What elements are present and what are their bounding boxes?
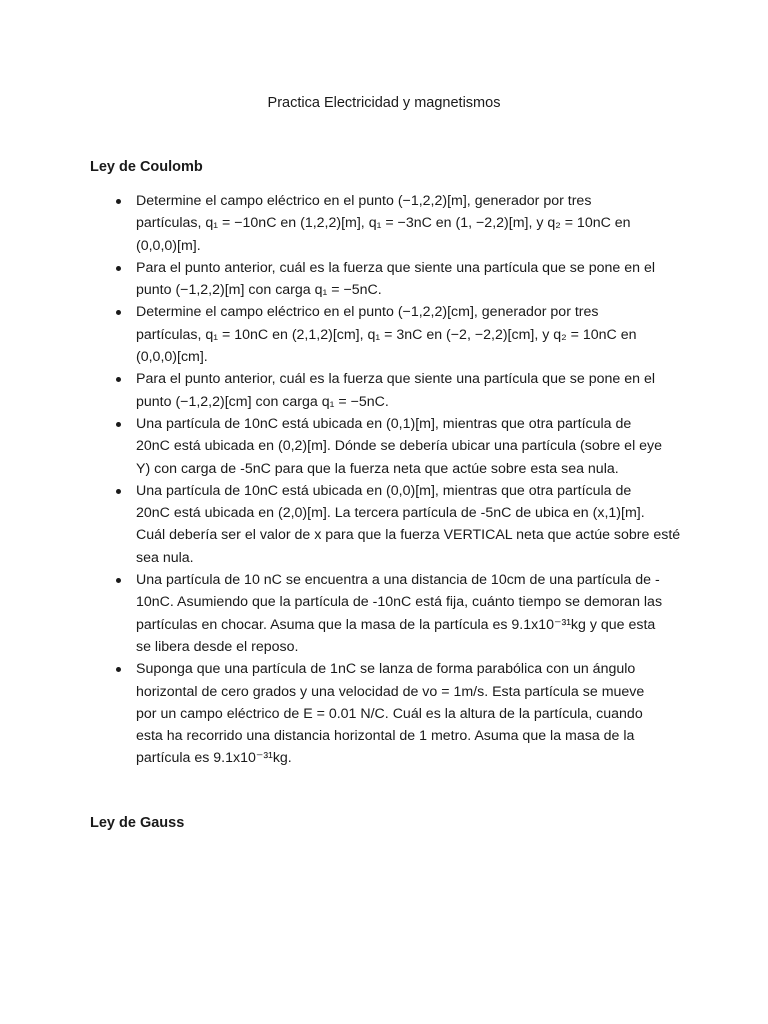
list-item-line: punto (−1,2,2)[m] con carga q₁ = −5nC.: [136, 282, 382, 299]
list-item-line: Determine el campo eléctrico en el punto (−1,2,2)[m], generador por tres: [136, 193, 592, 209]
list-item: [136, 257, 681, 302]
bullet-icon: [116, 489, 121, 494]
list-item-line: partículas, q₁ = 10nC en (2,1,2)[cm], q₁ = 3nC en (−2, −2,2)[cm], y q₂ = 10nC en: [136, 326, 637, 343]
list-item-line: por un campo eléctrico de E = 0.01 N/C. Cuál es la altura de la partícula, cuando: [136, 705, 643, 722]
section-heading-coulomb: Ley de Coulomb: [90, 159, 203, 175]
bullet-icon: [116, 422, 121, 427]
list-item-line: horizontal de cero grados y una velocidad de vo = 1m/s. Esta partícula se mueve: [136, 683, 645, 700]
list-item: [136, 368, 681, 413]
list-item-line: esta ha recorrido una distancia horizontal de 1 metro. Asuma que la masa de la: [136, 728, 635, 745]
list-item: [136, 190, 681, 257]
bullet-icon: [116, 667, 121, 672]
list-item-line: partículas, q₁ = −10nC en (1,2,2)[m], q₁ = −3nC en (1, −2,2)[m], y q₂ = 10nC en: [136, 215, 631, 232]
section-heading-gauss: Ley de Gauss: [90, 815, 185, 831]
list-item-line: Una partícula de 10nC está ubicada en (0,0)[m], mientras que otra partícula de: [136, 482, 632, 499]
list-item-line: Y) con carga de -5nC para que la fuerza neta que actúe sobre esta sea nula.: [136, 460, 619, 477]
list-item-line: Una partícula de 10nC está ubicada en (0,1)[m], mientras que otra partícula de: [136, 415, 632, 432]
bullet-icon: [116, 578, 121, 583]
list-item: [136, 569, 681, 658]
document-title: Practica Electricidad y magnetismos: [267, 95, 501, 111]
list-item-line: partícula es 9.1x10⁻³¹kg.: [136, 750, 292, 767]
list-item-line: sea nula.: [136, 549, 194, 566]
list-item-line: 20nC está ubicada en (0,2)[m]. Dónde se debería ubicar una partícula (sobre el eye: [136, 438, 663, 455]
list-item-line: se libera desde el reposo.: [136, 638, 299, 655]
list-item-line: (0,0,0)[cm].: [136, 349, 208, 366]
bullet-icon: [116, 199, 121, 204]
list-item-line: 10nC. Asumiendo que la partícula de -10nC está fija, cuánto tiempo se demoran las: [136, 594, 663, 611]
list-item: [136, 658, 681, 769]
list-item: [136, 301, 681, 368]
list-item: [136, 413, 681, 480]
list-item-line: 20nC está ubicada en (2,0)[m]. La tercera partícula de -5nC de ubica en (x,1)[m].: [136, 505, 645, 522]
bullet-icon: [116, 266, 121, 271]
list-item-line: (0,0,0)[m].: [136, 237, 201, 254]
list-item: [136, 480, 681, 569]
coulomb-problem-list: [136, 190, 681, 770]
list-item-line: Para el punto anterior, cuál es la fuerza que siente una partícula que se pone en el: [136, 259, 655, 276]
list-item-line: Suponga que una partícula de 1nC se lanza de forma parabólica con un ángulo: [136, 661, 636, 678]
list-item-line: Cuál debería ser el valor de x para que la fuerza VERTICAL neta que actúe sobre esté: [136, 527, 681, 544]
list-item-line: Para el punto anterior, cuál es la fuerza que siente una partícula que se pone en el: [136, 371, 655, 388]
list-item-line: Determine el campo eléctrico en el punto (−1,2,2)[cm], generador por tres: [136, 304, 599, 321]
list-item-line: punto (−1,2,2)[cm] con carga q₁ = −5nC.: [136, 393, 389, 410]
bullet-icon: [116, 377, 121, 382]
bullet-icon: [116, 310, 121, 315]
list-item-line: partículas en chocar. Asuma que la masa de la partícula es 9.1x10⁻³¹kg y que esta: [136, 616, 656, 633]
list-item-line: Una partícula de 10 nC se encuentra a una distancia de 10cm de una partícula de -: [136, 572, 660, 589]
